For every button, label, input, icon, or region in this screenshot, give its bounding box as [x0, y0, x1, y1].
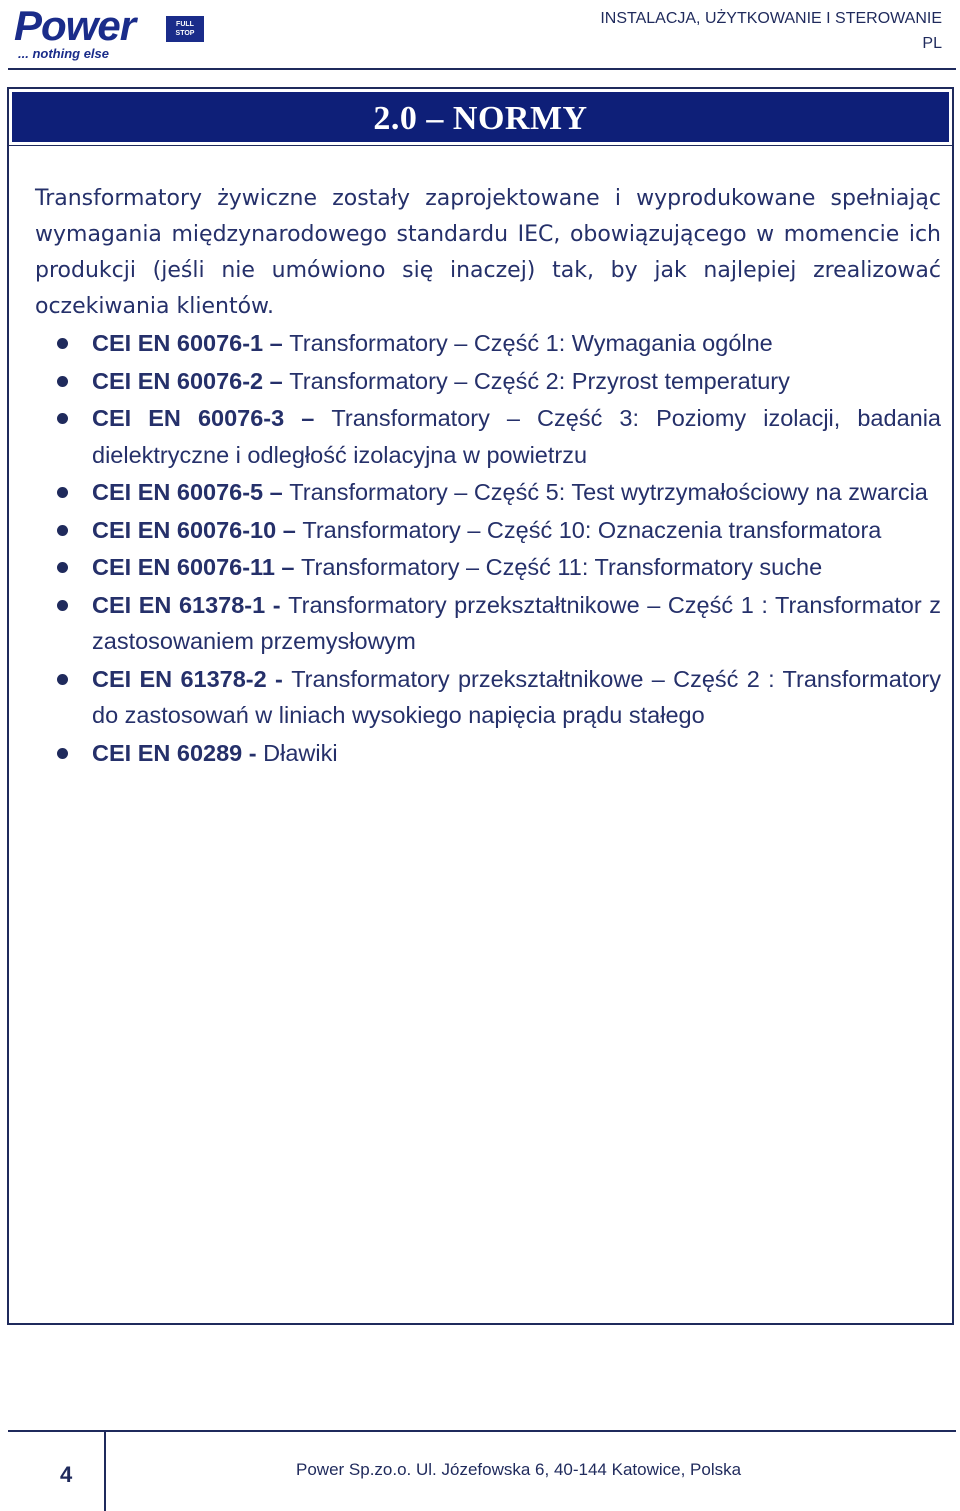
standard-separator: –: [263, 479, 290, 505]
intro-paragraph: Transformatory żywiczne zostały zaprojektowane i wyprodukowane spełniając wymagania międzynarodowego standardu IEC, obowiązującego w momencie ich produkcji (jeśli nie umówiono się inaczej) tak, by jak najlepiej zrealizować oczekiwania klientów.: [35, 186, 941, 319]
content-frame: [7, 87, 954, 1325]
standard-separator: -: [242, 739, 264, 766]
header-section-title: INSTALACJA, UŻYTKOWANIE I STEROWANIE: [600, 10, 942, 27]
standard-code: CEI EN 60076-2: [92, 367, 264, 394]
standard-code: CEI EN 61378-1: [92, 591, 266, 618]
header-language: PL: [922, 35, 942, 52]
page-number: 4: [60, 1462, 73, 1487]
standard-separator: –: [263, 367, 290, 394]
standard-code: CEI EN 60076-10: [92, 516, 277, 543]
standard-item: [35, 512, 941, 549]
power-logo: [14, 4, 194, 62]
logo-badge: [166, 16, 204, 42]
standard-description: Transformatory – Część 1: Wymagania ogólne: [289, 330, 773, 356]
standard-separator: -: [266, 665, 292, 692]
header-section-label: [600, 6, 942, 56]
bullet-icon: [57, 413, 68, 424]
standard-separator: –: [276, 516, 303, 543]
standard-item: [35, 735, 941, 772]
standard-item: [35, 661, 941, 734]
standard-code: CEI EN 60076-11: [92, 554, 275, 580]
bullet-icon: [57, 487, 68, 498]
standard-separator: –: [274, 554, 302, 580]
bullet-icon: [57, 600, 68, 611]
standard-separator: -: [265, 591, 289, 618]
standard-description: Transformatory – Część 3: Poziomy izolacji, badania dielektryczne i odległość izolacyjna w powietrzu: [92, 405, 941, 468]
standard-description: Transformatory – Część 10: Oznaczenia transformatora: [302, 516, 882, 543]
standard-separator: –: [284, 405, 332, 431]
standard-description: Transformatory przekształtnikowe – Część 1 : Transformator z zastosowaniem przemysłowym: [92, 591, 942, 654]
standards-list: [35, 325, 941, 772]
header-divider: [8, 68, 956, 70]
bullet-icon: [57, 376, 68, 387]
footer-address: Power Sp.zo.o. Ul. Józefowska 6, 40-144 Katowice, Polska: [296, 1460, 742, 1479]
logo-tagline: ... nothing else: [18, 46, 110, 61]
standard-description: Transformatory – Część 5: Test wytrzymałościowy na zwarcia: [289, 479, 928, 505]
standard-description: Dławiki: [263, 739, 338, 766]
bullet-icon: [57, 338, 68, 349]
standard-description: Transformatory – Część 11: Transformatory suche: [301, 554, 823, 580]
bullet-icon: [57, 525, 68, 536]
standard-code: CEI EN 61378-2: [92, 665, 267, 692]
standard-description: Transformatory – Część 2: Przyrost temperatury: [289, 367, 790, 394]
section-title: 2.0 – NORMY: [373, 100, 588, 137]
standard-item: [35, 587, 941, 660]
bullet-icon: [57, 562, 68, 573]
standard-code: CEI EN 60076-3: [92, 405, 285, 431]
footer-vertical-divider: [104, 1430, 106, 1511]
bullet-icon: [57, 674, 68, 685]
standard-item: [35, 400, 941, 473]
standard-item: [35, 474, 941, 511]
logo-badge-line1: FULL: [176, 21, 194, 28]
logo-wordmark: Power: [14, 2, 136, 49]
logo-badge-line2: STOP: [175, 30, 195, 37]
footer-divider: [8, 1430, 956, 1432]
bullet-icon: [57, 748, 68, 759]
standard-separator: –: [263, 330, 290, 356]
standard-code: CEI EN 60289: [92, 739, 243, 766]
section-title-bar: [9, 89, 952, 145]
standard-code: CEI EN 60076-5: [92, 479, 264, 505]
standard-code: CEI EN 60076-1: [92, 330, 264, 356]
standard-item: [35, 363, 941, 400]
standard-description: Transformatory przekształtnikowe – Część 2 : Transformatory do zastosowań w liniach wysokiego napięcia prądu stałego: [92, 665, 941, 728]
standard-item: [35, 549, 941, 586]
standard-item: [35, 325, 941, 362]
